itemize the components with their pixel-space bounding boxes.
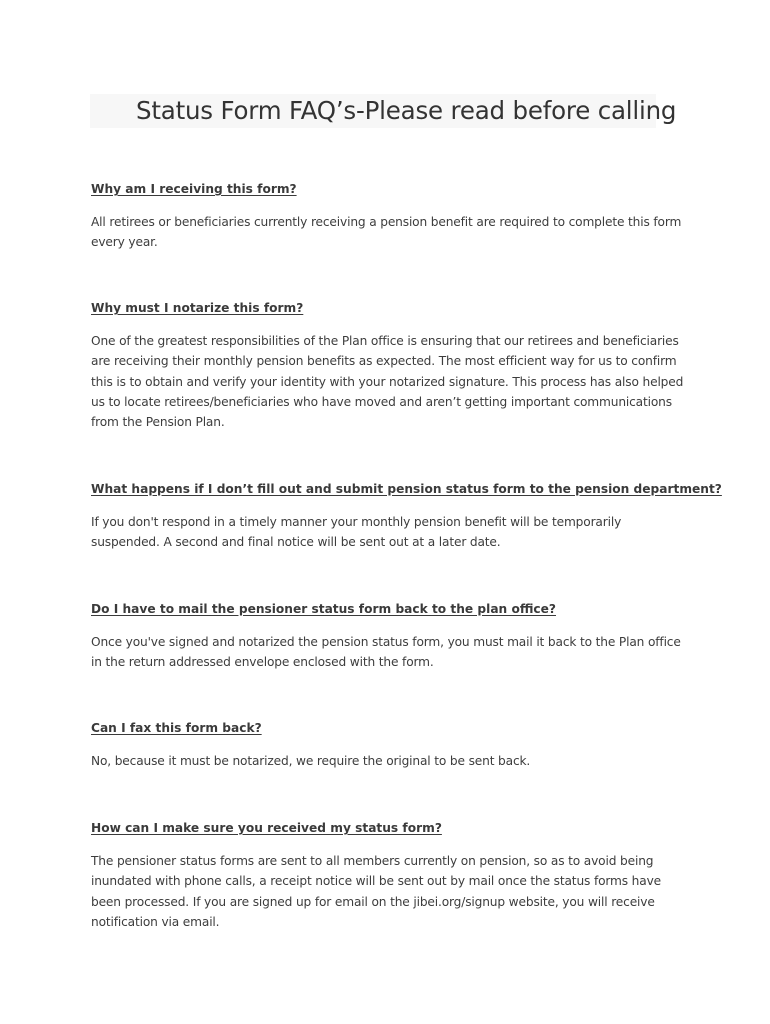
- faq-item-1: [91, 181, 686, 253]
- faq-answer: The pensioner status forms are sent to all members currently on pension, so as to avoid being inundated with phone calls, a receipt notice will be sent out by mail once the status forms have been processed. If you are signed up for email on the jibei.org/signup website, you will receive notification via email.: [91, 854, 661, 929]
- faq-question: Why must I notarize this form?: [91, 301, 304, 315]
- faq-item-4: [91, 601, 686, 673]
- faq-answer: If you don't respond in a timely manner your monthly pension benefit will be temporarily suspended. A second and final notice will be sent out at a later date.: [91, 515, 622, 550]
- faq-answer: One of the greatest responsibilities of the Plan office is ensuring that our retirees and beneficiaries are receiving their monthly pension benefits as expected. The most efficient way for us to confirm this is to obtain and verify your identity with your notarized signature. This process has also helped us to locate retirees/beneficiaries who have moved and aren’t getting important communications from the Pension Plan.: [91, 334, 684, 430]
- page-title: Status Form FAQ’s-Please read before calling: [136, 96, 677, 125]
- faq-item-5: [91, 720, 686, 771]
- faq-item-2: [91, 300, 686, 432]
- faq-answer: No, because it must be notarized, we require the original to be sent back.: [91, 754, 531, 768]
- faq-item-6: [91, 820, 686, 932]
- faq-question: Do I have to mail the pensioner status form back to the plan office?: [91, 602, 556, 616]
- faq-question: Can I fax this form back?: [91, 721, 262, 735]
- faq-question: Why am I receiving this form?: [91, 182, 297, 196]
- faq-question: How can I make sure you received my status form?: [91, 821, 442, 835]
- faq-question: What happens if I don’t fill out and submit pension status form to the pension department?: [91, 482, 722, 496]
- faq-answer: Once you've signed and notarized the pension status form, you must mail it back to the Plan office in the return addressed envelope enclosed with the form.: [91, 635, 681, 670]
- faq-answer: All retirees or beneficiaries currently receiving a pension benefit are required to complete this form every year.: [91, 215, 682, 250]
- faq-item-3: [91, 481, 722, 553]
